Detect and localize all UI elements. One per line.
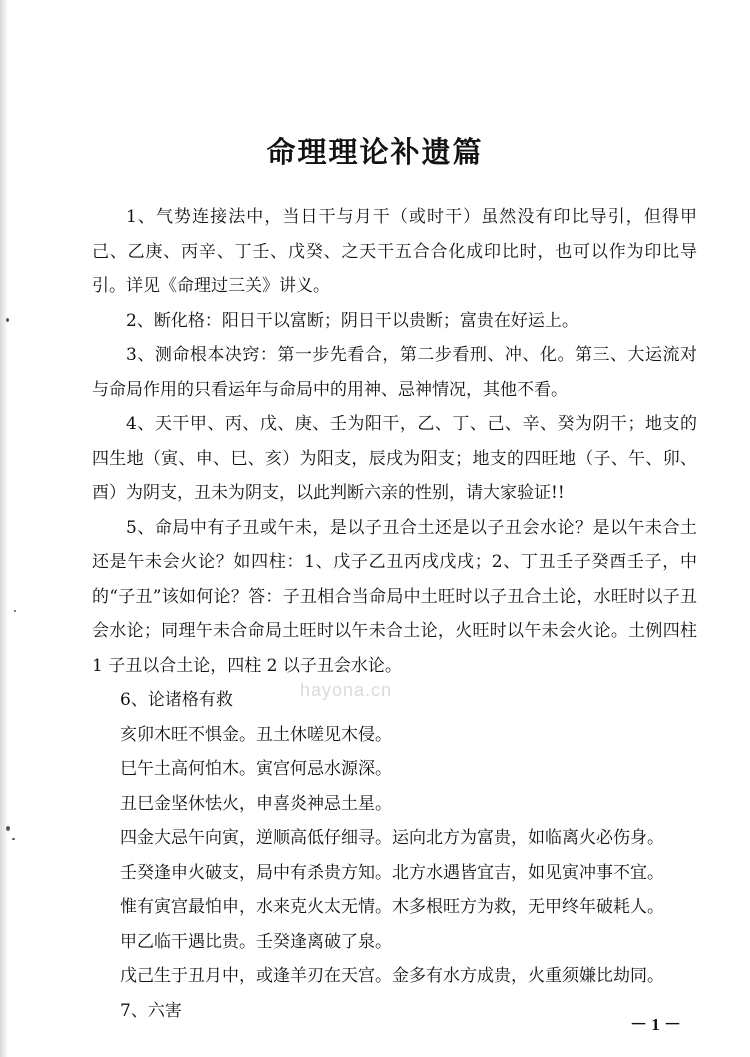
paragraph-5: 5、命局中有子丑或午未，是以子丑合土还是以子丑会水论？是以午未合土还是午未会火论？如四柱：1、戊子乙丑丙戌戊戌；2、丁丑壬子癸酉壬子，中的“子丑”该如何论？答：子丑相合当命局中土旺时以子丑合土论，水旺时以子丑会水论；同理午未合命局土旺时以午未合土论，火旺时以午未会火论。土例四柱 1 子丑以合土论，四柱 2 以子丑会水论。 <box>92 517 697 676</box>
scan-speck <box>6 318 9 322</box>
document-body <box>92 200 697 1028</box>
paragraph-4: 4、天干甲、丙、戊、庚、壬为阳干，乙、丁、己、辛、癸为阴干；地支的四生地（寅、申、巳、亥）为阳支，辰戌为阳支；地支的四旺地（子、午、卯、酉）为阴支，丑未为阴支，以此判断六亲的性别，请大家验证!! <box>92 414 697 503</box>
section-heading-7: 7、六害 <box>120 1000 182 1021</box>
verse-line: 巳午土高何怕木。寅宫何忌水源深。 <box>120 759 392 779</box>
verse-line: 亥卯木旺不惧金。丑土休嗟见木侵。 <box>120 724 392 745</box>
section-heading-6: 6、论诸格有救 <box>120 690 233 710</box>
verse-line: 惟有寅宫最怕申，水来克火太无情。木多根旺方为救，无甲终年破耗人。 <box>120 897 664 917</box>
verse-line: 四金大忌午向寅，逆顺高低仔细寻。运向北方为富贵，如临离火必伤身。 <box>120 828 664 848</box>
watermark: hayona.cn <box>300 680 393 700</box>
verse-line: 壬癸逢申火破支，局中有杀贵方知。北方水遇皆宜吉，如见寅冲事不宜。 <box>120 862 664 883</box>
verse-line: 甲乙临干遇比贵。壬癸逢离破了泉。 <box>120 931 392 952</box>
scan-speck <box>6 826 10 831</box>
page-title: 命理理论补遗篇 <box>266 135 484 169</box>
paragraph-1: 1、气势连接法中，当日干与月干（或时干）虽然没有印比导引，但得甲己、乙庚、丙辛、丁壬、戊癸、之天干五合合化成印比时，也可以作为印比导引。详见《命理过三关》讲义。 <box>92 207 697 296</box>
paragraph-3: 3、测命根本决窍：第一步先看合，第二步看刑、冲、化。第三、大运流对与命局作用的只看运年与命局中的用神、忌神情况，其他不看。 <box>92 345 697 400</box>
verse-line: 丑巳金坚休怯火，申喜炎神忌土星。 <box>120 793 392 814</box>
paragraph-2: 2、断化格：阳日干以富断；阴日干以贵断；富贵在好运上。 <box>126 310 579 331</box>
scan-speck <box>12 838 15 840</box>
scan-speck <box>14 610 16 612</box>
verse-line: 戊己生于丑月中，或逢羊刃在天宫。金多有水方成贵，火重须嫌比劫同。 <box>120 966 664 986</box>
page-number: － 1 － <box>630 1015 681 1034</box>
